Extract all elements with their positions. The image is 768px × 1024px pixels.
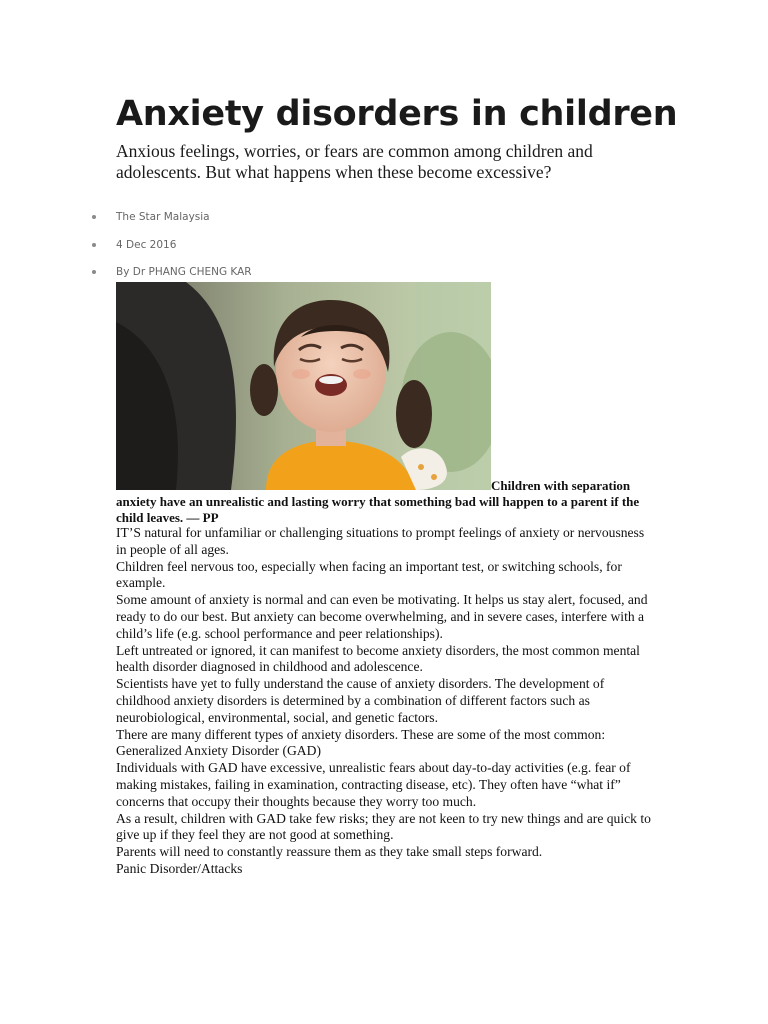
article-body [116, 525, 656, 878]
section-heading-panic: Panic Disorder/Attacks [116, 860, 243, 876]
bullet-icon [92, 243, 96, 247]
paragraph: IT’S natural for unfamiliar or challenging situations to prompt feelings of anxiety or nervousness in people of all ages. [116, 525, 645, 557]
article-subtitle: Anxious feelings, worries, or fears are common among children and adolescents. But what happens when these become excessive? [116, 141, 593, 182]
paragraph: As a result, children with GAD take few risks; they are not keen to try new things and are quick to give up if they feel they are not good at something. [116, 810, 651, 843]
photo-caption-lead: Children with separation [491, 478, 631, 493]
meta-source [90, 209, 252, 237]
meta-date [90, 237, 252, 265]
meta-author-text: By Dr PHANG CHENG KAR [116, 266, 252, 278]
paragraph: Left untreated or ignored, it can manifest to become anxiety disorders, the most common mental health disorder diagnosed in childhood and adolescence. [116, 642, 640, 675]
paragraph: Parents will need to constantly reassure them as they take small steps forward. [116, 844, 543, 860]
paragraph: Individuals with GAD have excessive, unrealistic fears about day-to-day activities (e.g. fear of making mistakes, failing in examination, contracting disease, etc). They often have “what if” concerns that occupy their thoughts because they worry too much. [116, 760, 631, 809]
meta-date-text: 4 Dec 2016 [116, 238, 177, 251]
bullet-icon [92, 215, 96, 219]
crying-child-photo [116, 282, 491, 490]
bullet-icon [92, 270, 96, 274]
paragraph: There are many different types of anxiety disorders. These are some of the most common: [116, 726, 606, 742]
paragraph: Children feel nervous too, especially when facing an important test, or switching schools, for example. [116, 558, 622, 591]
article-title: Anxiety disorders in children [116, 94, 678, 134]
paragraph: Some amount of anxiety is normal and can even be motivating. It helps us stay alert, focused, and ready to do our best. But anxiety can become overwhelming, and in severe cases, interfere with a child’s life (e.g. school performance and peer relationships). [116, 592, 648, 641]
photo-caption: anxiety have an unrealistic and lasting worry that something bad will happen to a parent if the child leaves. — PP [116, 494, 640, 525]
paragraph: Scientists have yet to fully understand the cause of anxiety disorders. The development of childhood anxiety disorders is determined by a combination of different factors such as neurobiological, environmental, social, and genetic factors. [116, 676, 605, 725]
section-heading-gad: Generalized Anxiety Disorder (GAD) [116, 743, 321, 759]
meta-source-text: The Star Malaysia [116, 211, 210, 223]
article-photo [116, 282, 491, 490]
article-meta-list [90, 209, 252, 292]
